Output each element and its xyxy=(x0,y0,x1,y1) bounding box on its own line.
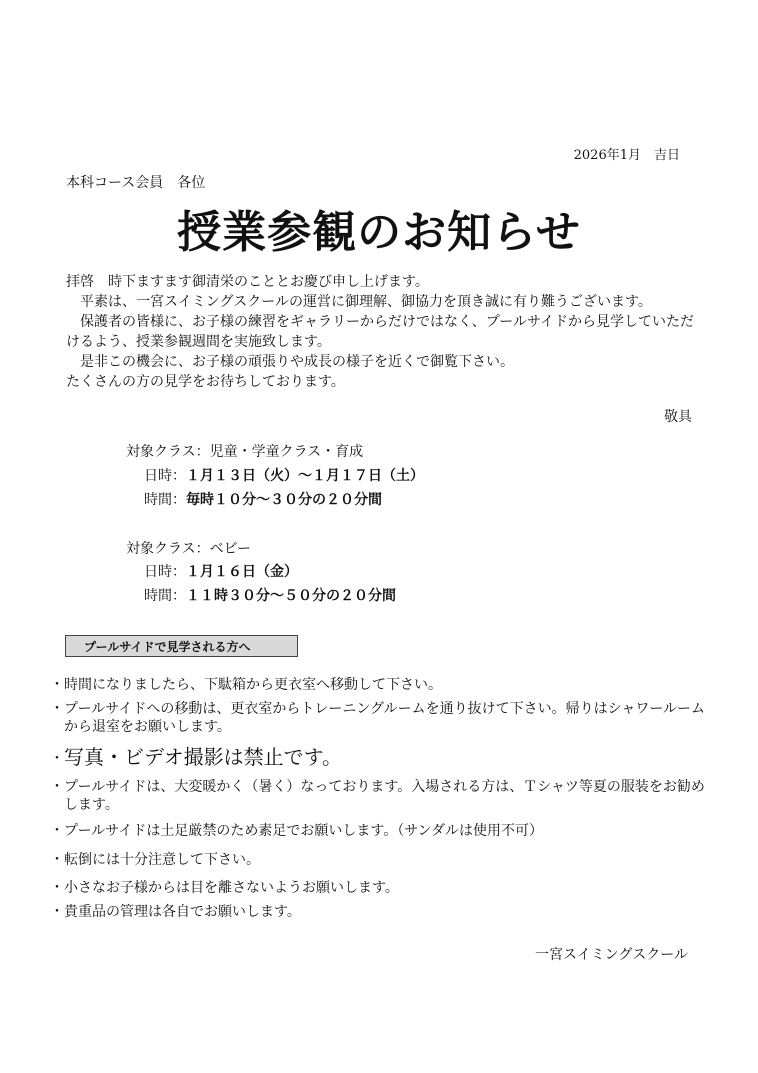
rule-item xyxy=(50,676,710,694)
bullet-mark: ・ xyxy=(50,677,64,693)
body-p4: 是非この機会に、お子様の頑張りや成長の様子を近くで御覧下さい。 xyxy=(80,354,514,370)
class2-time-value: １１時３０分～５０分の２０分間 xyxy=(186,588,396,604)
body-p1: 拝啓 時下ますます御清栄のこととお慶び申し上げます。 xyxy=(66,274,429,290)
rule-text: 貴重品の管理は各自でお願いします。 xyxy=(64,904,301,920)
class1-date-value: １月１３日（火）～１月１７日（土） xyxy=(186,468,424,484)
class2-date xyxy=(144,561,298,581)
class2-date-value: １月１６日（金） xyxy=(186,564,298,580)
body-p5: たくさんの方の見学をお待ちしております。 xyxy=(66,374,345,390)
bullet-mark: ・ xyxy=(50,823,64,839)
class2-time xyxy=(144,585,396,605)
rule-text: 時間になりましたら、下駄箱から更衣室へ移動して下さい。 xyxy=(64,677,442,693)
rule-item xyxy=(50,851,710,869)
class1-date xyxy=(144,465,424,485)
section-heading: プールサイドで見学される方へ xyxy=(65,635,298,657)
issue-date: 2026年1月 吉日 xyxy=(573,148,680,163)
class1-time-value: 毎時１０分～３０分の２０分間 xyxy=(186,492,382,508)
rule-item xyxy=(50,903,710,921)
signature: 一宮スイミングスクール xyxy=(534,947,688,963)
closing: 敬具 xyxy=(664,409,692,425)
rule-text: プールサイドは土足厳禁のため素足でお願いします。（サンダルは使用不可） xyxy=(64,823,543,839)
bullet-mark: ・ xyxy=(50,751,64,767)
class1-label: 対象クラス：児童・学童クラス・育成 xyxy=(126,444,364,460)
rule-item xyxy=(50,822,710,840)
rule-item xyxy=(50,700,710,736)
rule-text: プールサイドは、大変暖かく（暑く）なっております。入場される方は、Ｔシャツ等夏の服装をお勧めします。 xyxy=(64,779,705,813)
addressee: 本科コース会員 各位 xyxy=(66,175,206,191)
rule-item-emphasis xyxy=(50,744,710,770)
bullet-mark: ・ xyxy=(50,779,64,795)
rule-item xyxy=(50,778,710,814)
class1-time xyxy=(144,489,382,509)
bullet-mark: ・ xyxy=(50,852,64,868)
class1-time-label: 時間： xyxy=(144,492,186,508)
rule-text: 写真・ビデオ撮影は禁止です。 xyxy=(64,745,342,769)
body-p3: 保護者の皆様に、お子様の練習をギャラリーからだけではなく、プールサイドから見学していただけるよう、授業参観週間を実施致します。 xyxy=(66,314,695,350)
letter-body xyxy=(66,272,706,392)
class2-time-label: 時間： xyxy=(144,588,186,604)
rule-text: 小さなお子様からは目を離さないようお願いします。 xyxy=(64,880,399,896)
rule-item xyxy=(50,879,710,897)
class2-label: 対象クラス：ベビー xyxy=(126,541,252,557)
class1-date-label: 日時： xyxy=(144,468,186,484)
bullet-mark: ・ xyxy=(50,880,64,896)
page-title: 授業参観のお知らせ xyxy=(177,207,581,258)
body-p2: 平素は、一宮スイミングスクールの運営に御理解、御協力を頂き誠に有り難うございます。 xyxy=(80,294,652,310)
rule-text: 転倒には十分注意して下さい。 xyxy=(64,852,260,868)
class2-date-label: 日時： xyxy=(144,564,186,580)
rule-text: プールサイドへの移動は、更衣室からトレーニングルームを通り抜けて下さい。帰りはシャワールームから退室をお願いします。 xyxy=(64,701,706,735)
bullet-mark: ・ xyxy=(50,701,64,717)
bullet-mark: ・ xyxy=(50,904,64,920)
